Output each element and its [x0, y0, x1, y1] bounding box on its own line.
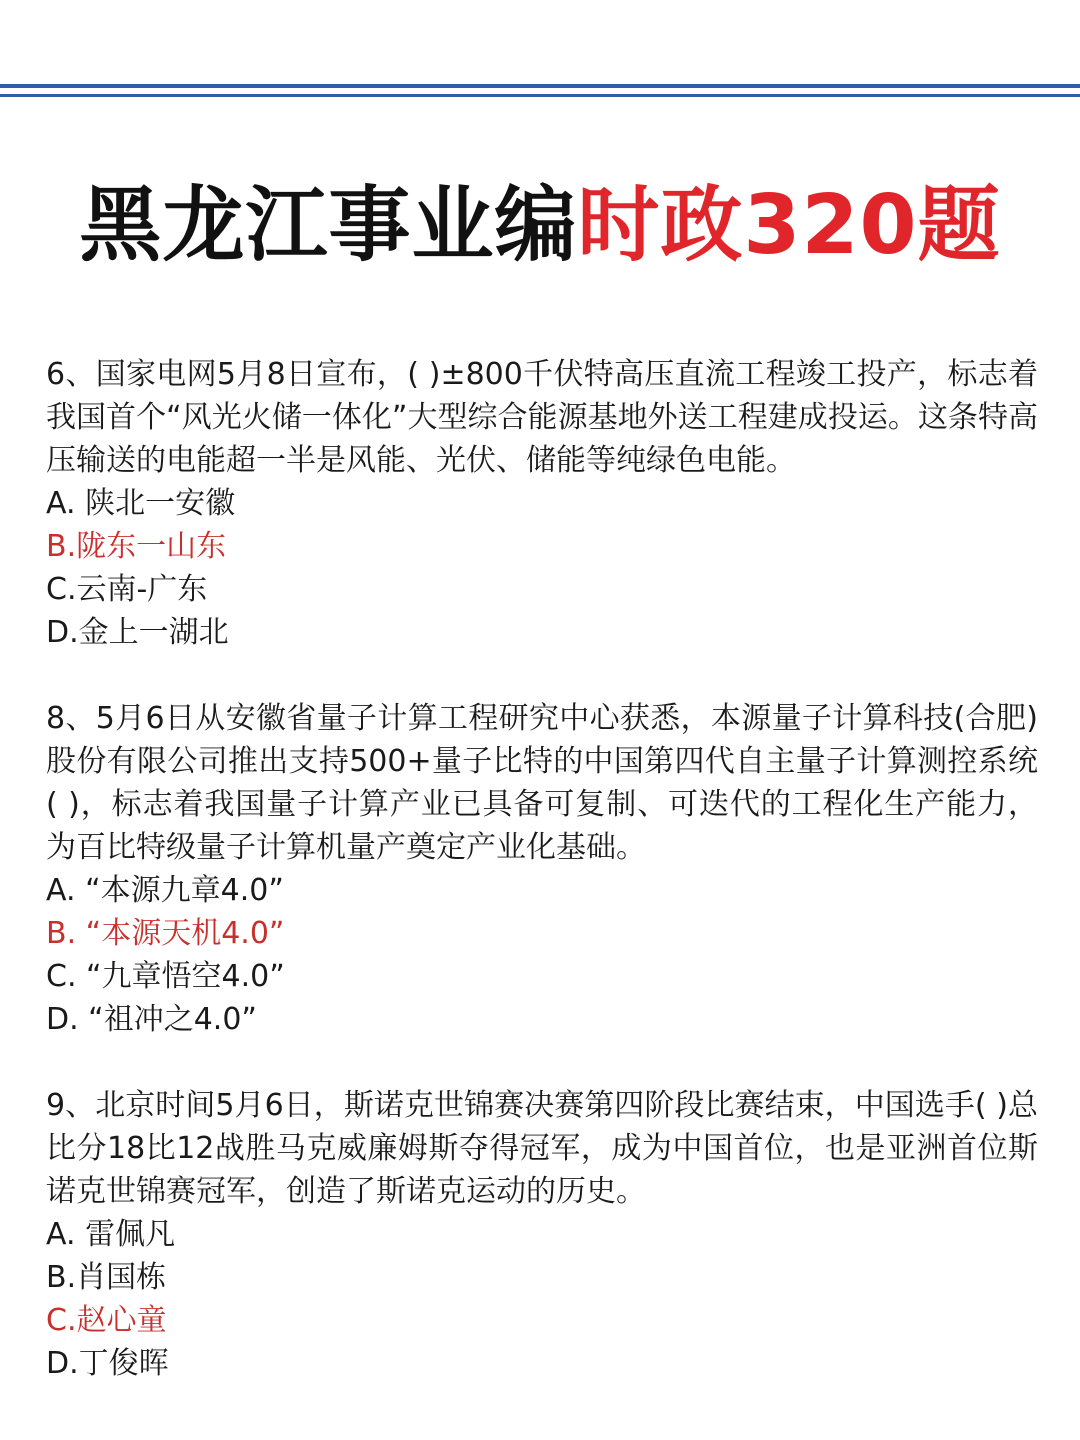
option-b: B.肖国栋	[46, 1260, 167, 1295]
option-b-correct: B. “本源天机4.0”	[46, 916, 285, 951]
option-d: D. “祖冲之4.0”	[46, 1002, 257, 1037]
title-red-part: 时政320题	[577, 178, 1001, 273]
header-rule-top	[0, 84, 1080, 88]
question-8	[46, 697, 1038, 1041]
page-title	[0, 178, 1080, 274]
header-rule-bottom	[0, 94, 1080, 97]
title-black-part: 黑龙江事业编	[79, 178, 578, 273]
option-a: A. 陕北一安徽	[46, 486, 236, 521]
option-c-correct: C.赵心童	[46, 1303, 167, 1338]
option-c: C.云南-广东	[46, 572, 208, 607]
option-d: D.金上一湖北	[46, 615, 229, 650]
option-a: A. “本源九章4.0”	[46, 873, 284, 908]
question-6	[46, 353, 1038, 654]
question-stem: 6、国家电网5月8日宣布，( )±800千伏特高压直流工程竣工投产，标志着我国首个“风光火储一体化”大型综合能源基地外送工程建成投运。这条特高压输送的电能超一半是风能、光伏、储能等纯绿色电能。	[46, 357, 1038, 478]
option-a: A. 雷佩凡	[46, 1217, 176, 1252]
option-c: C. “九章悟空4.0”	[46, 959, 285, 994]
option-b-correct: B.陇东一山东	[46, 529, 227, 564]
question-stem: 8、5月6日从安徽省量子计算工程研究中心获悉，本源量子计算科技(合肥)股份有限公司推出支持500+量子比特的中国第四代自主量子计算测控系统( )，标志着我国量子计算产业已具备可复制、可迭代的工程化生产能力，为百比特级量子计算机量产奠定产业化基础。	[46, 701, 1038, 865]
question-9	[46, 1084, 1038, 1385]
question-stem: 9、北京时间5月6日，斯诺克世锦赛决赛第四阶段比赛结束，中国选手( )总比分18比12战胜马克威廉姆斯夺得冠军，成为中国首位，也是亚洲首位斯诺克世锦赛冠军，创造了斯诺克运动的历史。	[46, 1088, 1038, 1209]
option-d: D.丁俊晖	[46, 1346, 169, 1381]
